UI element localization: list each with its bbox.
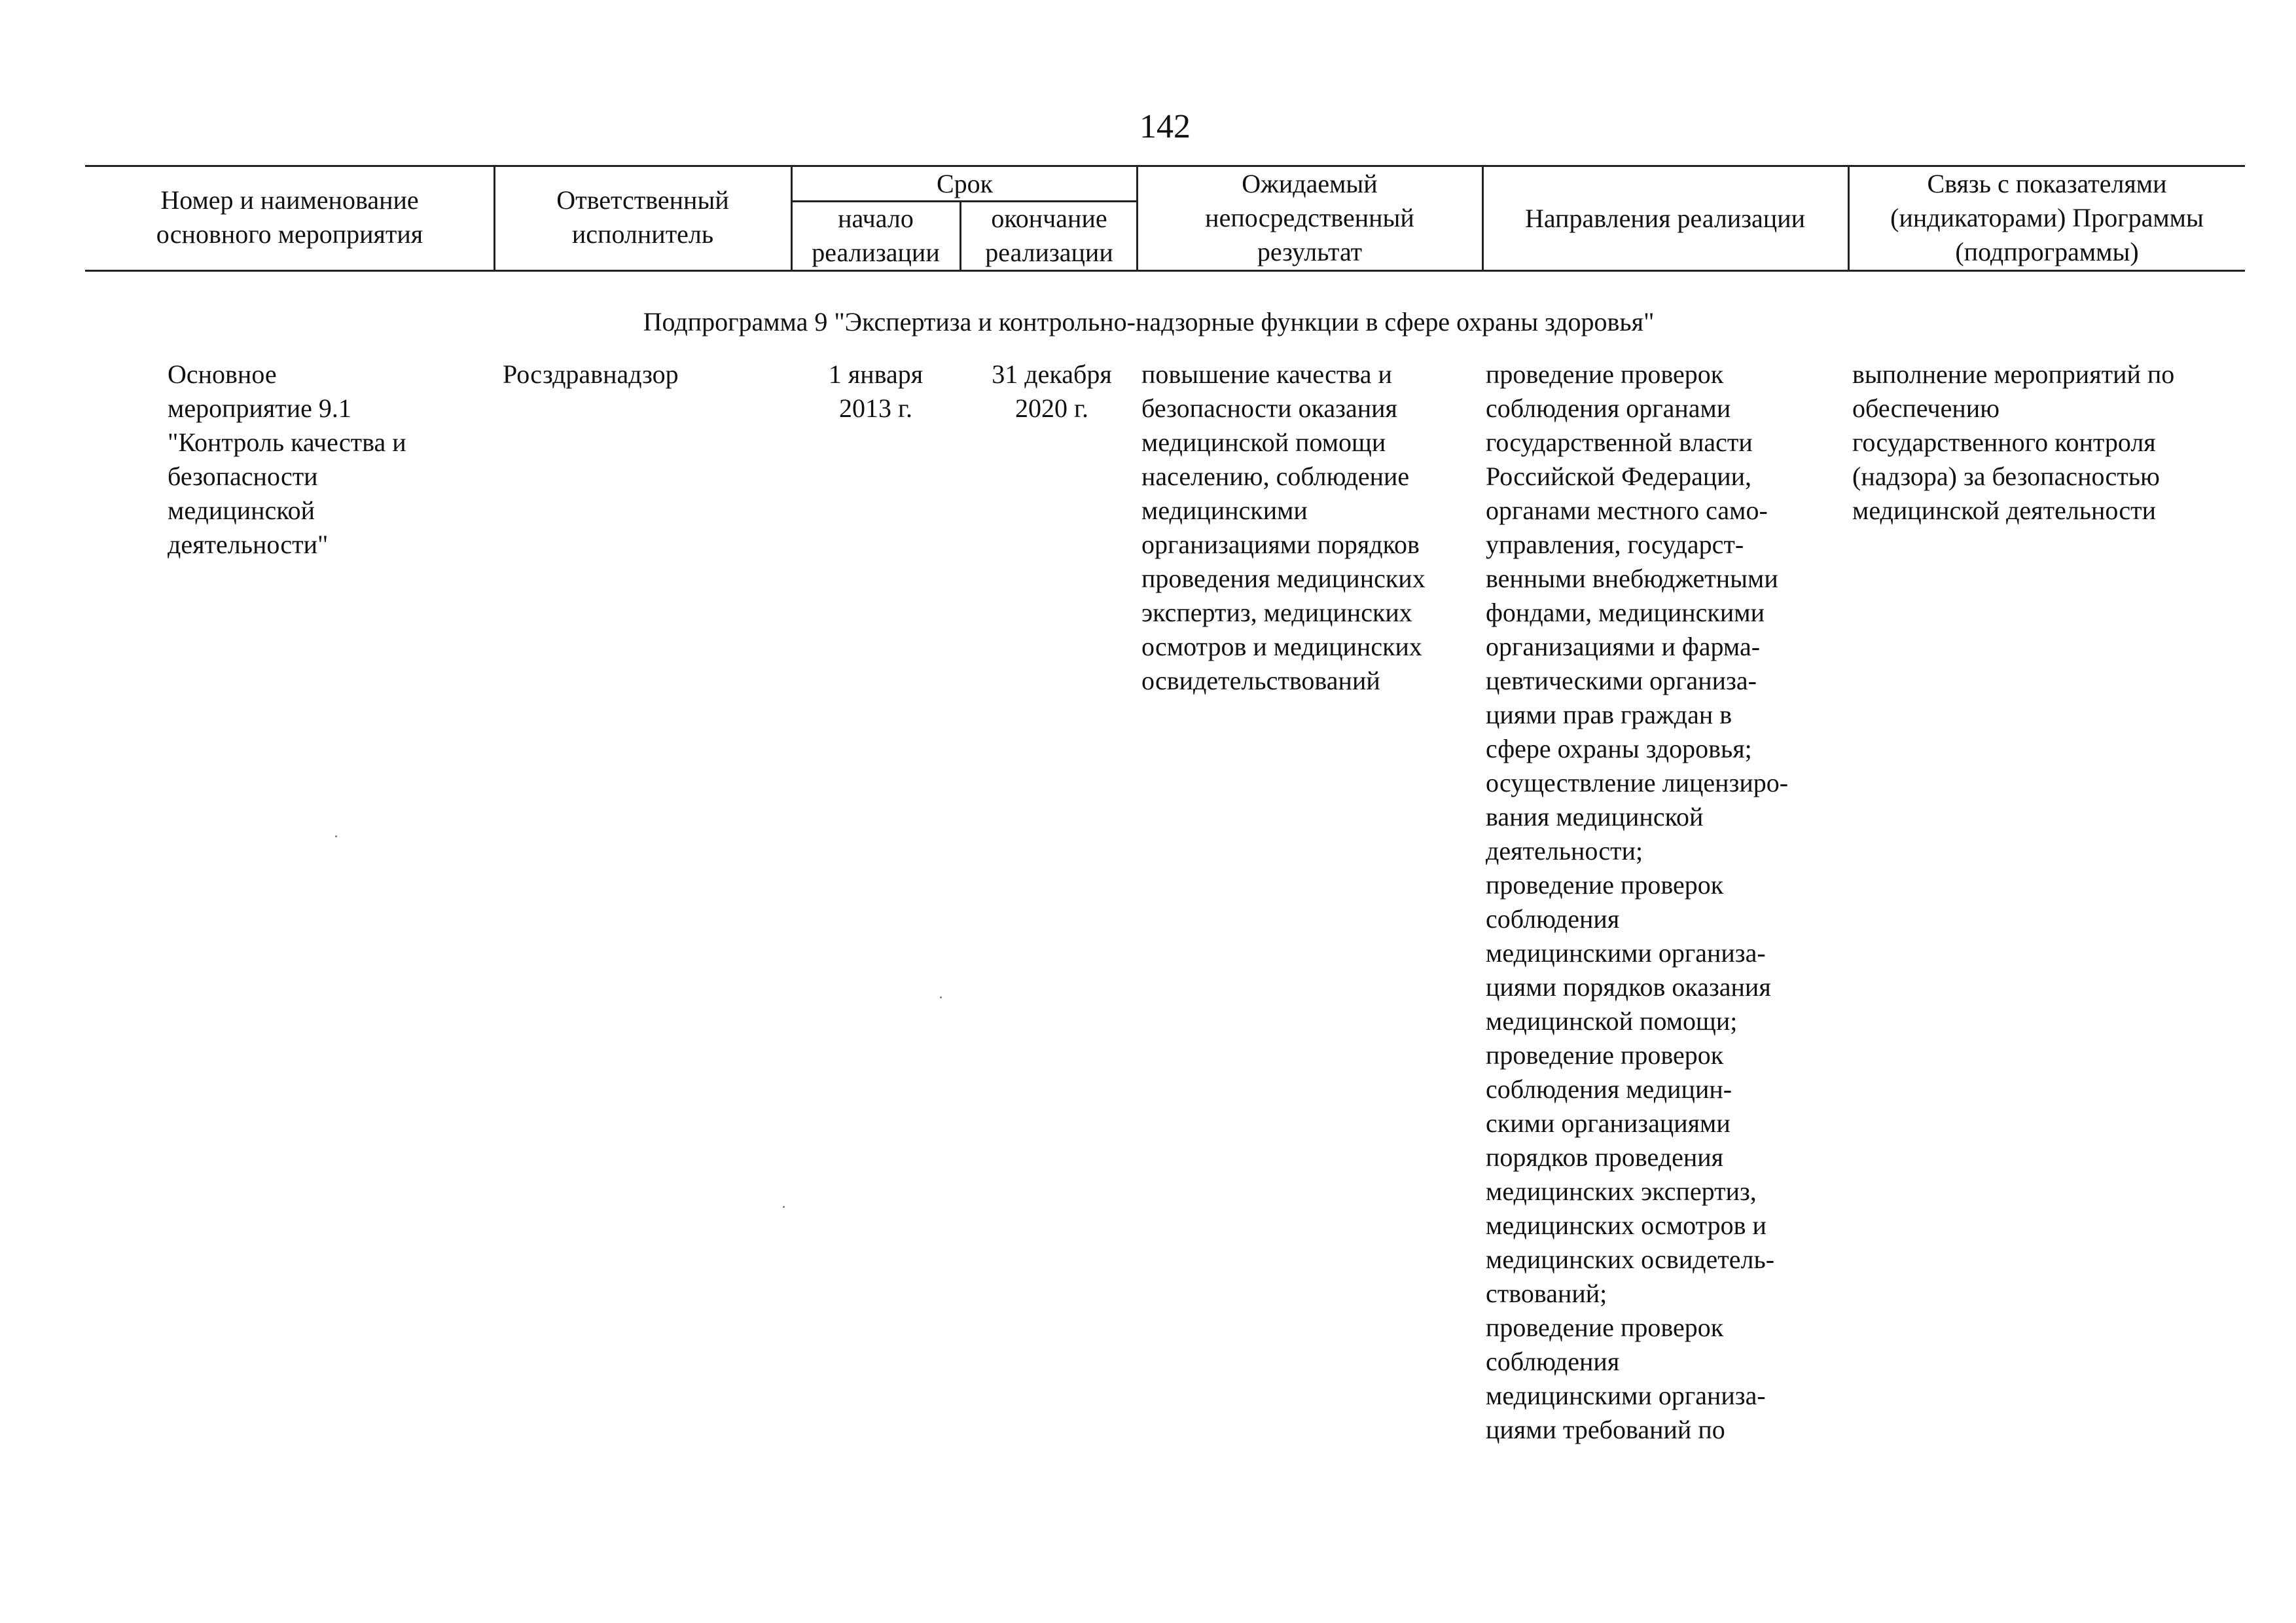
scan-speck (940, 996, 942, 998)
header-link-indicators: Связь с показателями (индикаторами) Программы (подпрограммы) (1890, 169, 2204, 266)
col-separator-4 (1136, 165, 1138, 271)
col-separator-1 (493, 165, 495, 271)
row-directions: проведение проверок соблюдения органами государственной власти Российской Федерации, органами местного само- управления, государст- венными внебюджетными фондами, медицинскими организациями и фарма- цевтическими организа- циями прав граждан в сфере охраны здоровья; осуществление лицензиро- вания медицинской деятельности; проведение проверок соблюдения медицинскими организа- циями порядков оказания медицинской помощи; проведение проверок соблюдения медицин- скими организациями порядков проведения медицинских экспертиз, медицинских осмотров и медицинских освидетель- ствований; проведение проверок соблюдения медицинскими организа- циями требований по (1486, 359, 1789, 1444)
header-bottom-rule (85, 270, 2245, 272)
row-start-date: 1 января 2013 г. (828, 359, 924, 423)
row-executor: Росздравнадзор (503, 359, 679, 389)
col-separator-6 (1848, 165, 1850, 271)
page-number: 142 (1139, 108, 1191, 145)
header-srok: Срок (936, 169, 994, 198)
header-start: начало реализации (812, 204, 940, 267)
row-link-indicators: выполнение мероприятий по обеспечению государственного контроля (надзора) за безопасностью медицинской деятельности (1852, 359, 2175, 525)
header-expected-result: Ожидаемый непосредственный результат (1205, 169, 1414, 266)
header-main-activity: Номер и наименование основного мероприятия (156, 185, 423, 249)
header-executor: Ответственный исполнитель (556, 185, 729, 249)
row-end-date: 31 декабря 2020 г. (992, 359, 1112, 423)
col-separator-5 (1482, 165, 1484, 271)
scan-speck (783, 1206, 785, 1208)
header-end: окончание реализации (985, 204, 1113, 267)
col-separator-2 (791, 165, 793, 271)
row-main-activity: Основное мероприятие 9.1 "Контроль качества и безопасности медицинской деятельности" (168, 359, 406, 559)
scan-speck (335, 835, 337, 837)
subprogram-title: Подпрограмма 9 "Экспертиза и контрольно-надзорные функции в сфере охраны здоровья" (643, 307, 1655, 337)
row-expected-result: повышение качества и безопасности оказания медицинской помощи населению, соблюдение медицинскими организациями порядков проведения медицинских экспертиз, медицинских осмотров и медицинских освидетельствований (1141, 359, 1426, 695)
header-directions: Направления реализации (1524, 204, 1806, 233)
col-separator-3 (960, 200, 961, 271)
